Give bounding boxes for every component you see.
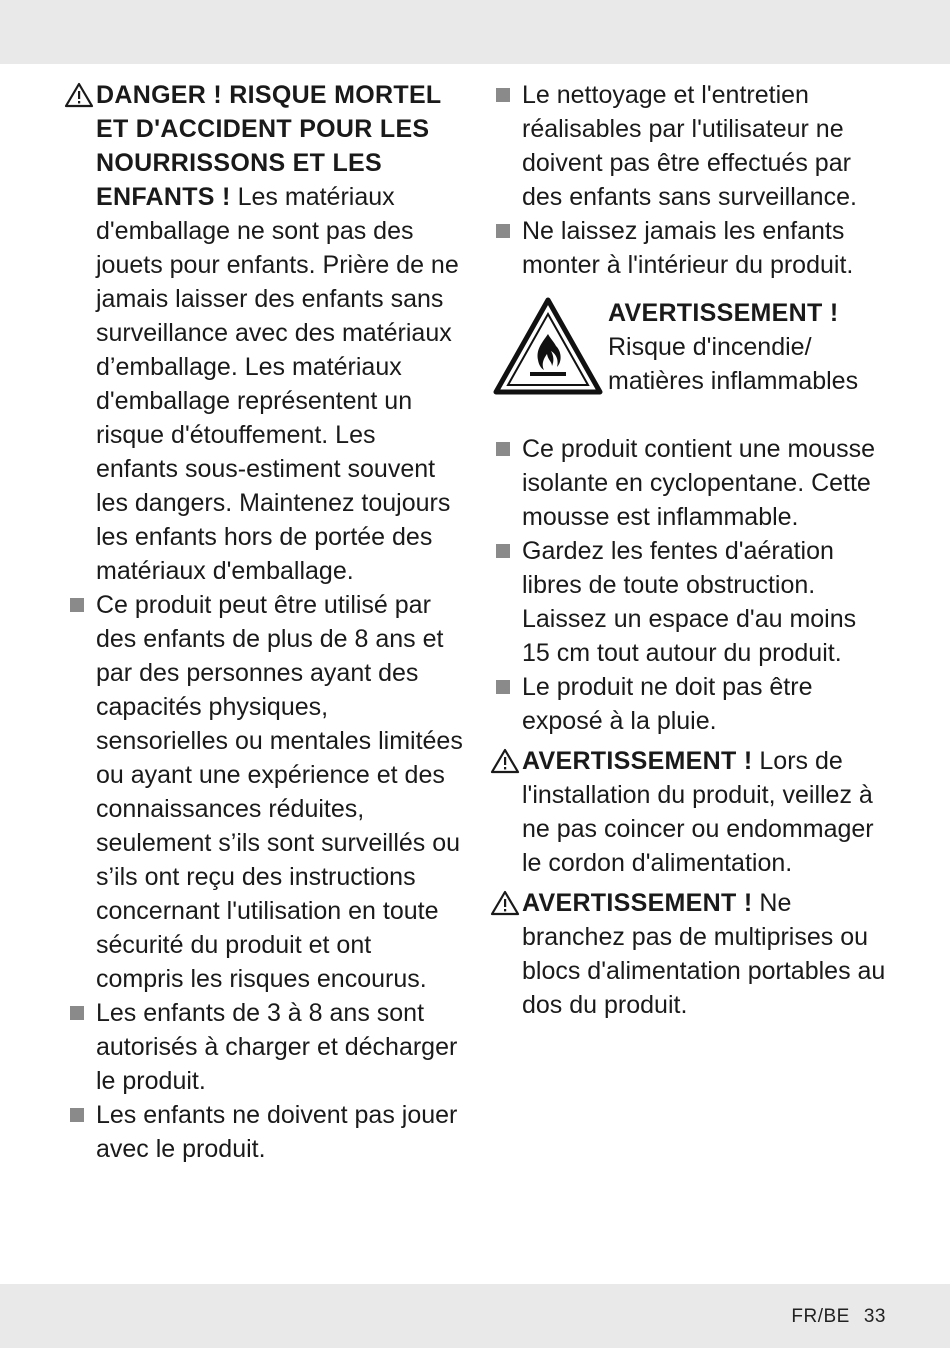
square-bullet-icon [70,1108,84,1122]
bullet-text: Gardez les fentes d'aération libres de toute obstruction. Laissez un espace d'au moins 15 cm tout autour du produit. [522,537,857,667]
list-item [64,588,464,996]
square-bullet-icon [496,680,510,694]
top-band [0,0,950,64]
bullet-text: Ce produit peut être utilisé par des enfants de plus de 8 ans et par des personnes ayant des capacités physiques, sensorielles ou mentales limitées ou ayant une expérience et des connaissances réduites, seulement s’ils sont surveillés ou s’ils ont reçu des instructions concernant l'utilisation en toute sécurité du produit et ont compris les risques encourus. [96,591,463,993]
warning-heading: AVERTISSEMENT ! [522,747,753,775]
installation-warning [490,744,890,880]
danger-heading: DANGER ! RISQUE MORTEL ET D'ACCIDENT POUR LES NOURRISSONS ET LES ENFANTS ! [96,81,442,211]
danger-body: Les matériaux d'emballage ne sont pas des jouets pour enfants. Prière de ne jamais laisser des enfants sans surveillance avec des matériaux d’emballage. Les matériaux d'emballage représentent un risque d'étouffement. Les enfants sous-estiment souvent les dangers. Maintenez toujours les enfants hors de portée des matériaux d'emballage. [96,183,459,585]
flammable-warning-icon [492,296,604,396]
bullet-text: Le produit ne doit pas être exposé à la pluie. [522,673,813,735]
warning-body: Lors de l'installation du produit, veillez à ne pas coincer ou endommager le cordon d'alimentation. [522,747,874,877]
bullet-text: Ce produit contient une mousse isolante en cyclopentane. Cette mousse est inflammable. [522,435,875,531]
right-column [490,78,890,1022]
square-bullet-icon [496,544,510,558]
list-item [64,996,464,1098]
warning-triangle-icon [490,890,520,916]
square-bullet-icon [70,598,84,612]
square-bullet-icon [70,1006,84,1020]
multiprise-warning [490,886,890,1022]
warning-triangle-icon [490,748,520,774]
page-number: 33 [863,1306,886,1327]
list-item [490,432,890,534]
warning-heading: AVERTISSEMENT ! [522,889,753,917]
square-bullet-icon [496,88,510,102]
fire-warning-text [608,296,898,398]
left-column [64,78,464,1166]
page-footer [777,1306,886,1328]
bullet-text: Le nettoyage et l'entretien réalisables par l'utilisateur ne doivent pas être effectués par des enfants sans surveillance. [522,81,857,211]
bullet-text: Les enfants de 3 à 8 ans sont autorisés à charger et décharger le produit. [96,999,458,1095]
bullet-text: Ne laissez jamais les enfants monter à l'intérieur du produit. [522,217,854,279]
fire-warning [490,296,890,416]
list-item [490,214,890,282]
fire-warning-body: Risque d'incendie/ matières inflammables [608,333,859,395]
danger-warning [64,78,464,588]
list-item [64,1098,464,1166]
list-item [490,670,890,738]
list-item [490,534,890,670]
list-item [490,78,890,214]
warning-triangle-icon [64,82,94,108]
locale-label: FR/BE [791,1306,850,1327]
bullet-text: Les enfants ne doivent pas jouer avec le produit. [96,1101,458,1163]
square-bullet-icon [496,442,510,456]
warning-body: Ne branchez pas de multiprises ou blocs d'alimentation portables au dos du produit. [522,889,886,1019]
square-bullet-icon [496,224,510,238]
fire-warning-heading: AVERTISSEMENT ! [608,299,839,327]
